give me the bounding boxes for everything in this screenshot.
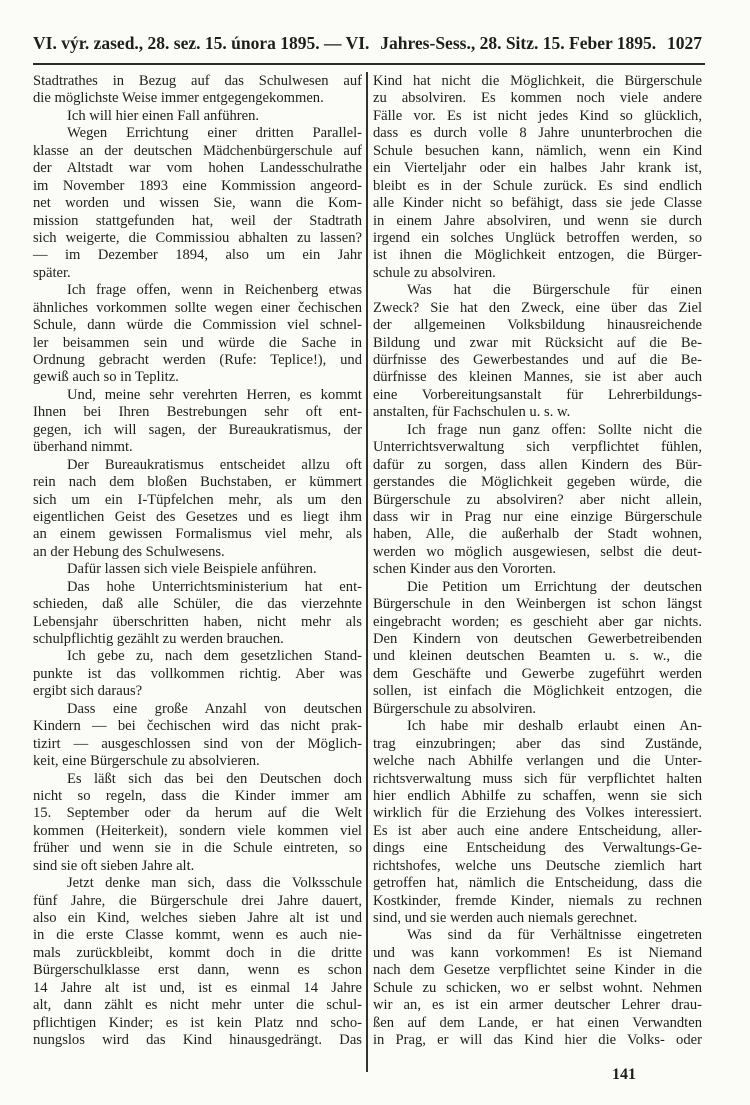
text-line: sind, und sie werden auch niemals gerechnet. [373, 910, 638, 926]
column-divider [366, 72, 368, 1072]
text-line: Lebensjahr überschritten haben, nicht mehr als [33, 613, 362, 630]
text-line: an einem gewissen Formalismus viel mehr, als [33, 526, 362, 543]
text-line: Das hohe Unterrichtsministerium hat ent- [67, 578, 362, 595]
paragraph [33, 579, 362, 649]
text-line: klasse an der deutschen Mädchenbürgerschule auf [33, 142, 362, 159]
text-line: sich um ein I-Tüpfelchen mehr, als um den [33, 491, 362, 508]
text-line: Ich will hier einen Fall anführen. [67, 107, 260, 124]
text-line: ßen auf dem Lande, er hat einen Verwandten [373, 1014, 702, 1031]
text-line: in Prag, er will das Kind hier die Volks- oder [373, 1032, 702, 1049]
paragraph [373, 718, 702, 927]
text-line: Ihnen bei Ihren Bestrebungen sehr oft ent- [33, 404, 362, 421]
text-line: gegen, ich will sagen, der Bureaukratismus, der [33, 421, 362, 438]
text-line: Unterrichtsverwaltung sich verpflichtet fühlen, [373, 439, 702, 456]
paragraph [33, 73, 362, 108]
text-line: früher und wenn sie in die Schule eintreten, so [33, 840, 362, 857]
text-line: fünf Jahre, die Bürgerschule drei Jahre dauert, [33, 892, 362, 909]
text-line: eigentlichen Geist des Gesetzes und es liegt ihm [33, 508, 362, 525]
text-line: Was sind da für Verhältnisse eingetreten [407, 927, 702, 944]
text-line: sollen, ist einfach die Möglichkeit entzogen, die [373, 683, 702, 700]
text-line: mals zurückbleibt, kommt doch in die dritte [33, 944, 362, 961]
paragraph [33, 648, 362, 700]
text-line: dafür zu sorgen, dass allen Kindern des Bür- [373, 456, 702, 473]
paragraph [33, 125, 362, 282]
text-line: die möglichste Weise immer entgegengekommen. [33, 90, 324, 107]
text-line: Kostkinder, fremde Kinder, niemals zu rechnen [373, 892, 702, 909]
text-line: pflichtigen Kinder; es ist kein Platz nnd scho- [33, 1014, 362, 1031]
text-line: Bürgerschule zu absolviren? aber nicht allein, [373, 491, 702, 508]
text-line: net worden und wissen Sie, wann die Kom- [33, 195, 362, 212]
text-line: Fälle vor. Es ist nicht jedes Kind so glücklich, [373, 107, 702, 124]
text-line: Schule zu schicken, wo er selbst wohnt. Nehmen [373, 979, 702, 996]
text-line: Was hat die Bürgerschule für einen [407, 282, 702, 299]
paragraph [33, 282, 362, 387]
text-line: irgend ein solches Unglück betroffen werden, so [373, 229, 702, 246]
text-line: Es läßt sich das bei den Deutschen doch [67, 770, 362, 787]
text-line: eine Vorbereitungsanstalt für Lehrerbildungs- [373, 386, 702, 403]
text-line: Ich frage offen, wenn in Reichenberg etwas [67, 282, 362, 299]
text-line: dass es durch volle 8 Jahre ununterbrochen die [373, 125, 702, 142]
text-line: Ordnung gebracht werden (Rufe: Teplice!), und [33, 352, 362, 368]
text-line: schen Kinder aus den Vororten. [373, 561, 557, 578]
text-line: Zweck? Sie hat den Zweck, eine über das Ziel [373, 299, 702, 316]
text-line: Ich gebe zu, nach dem gesetzlichen Stand- [67, 648, 362, 665]
text-line: Stadtrathes in Bezug auf das Schulwesen auf [33, 73, 362, 89]
paragraph [33, 561, 362, 578]
text-line: mission stattgefunden hat, weil der Stadtrath [33, 212, 362, 229]
text-line: an der Hebung des Schulwesens. [33, 543, 225, 560]
text-line: nach dem Gesetze verpflichtet seine Kinder in die [373, 962, 702, 979]
text-line: anstalten, für Fachschulen u. s. w. [373, 404, 571, 421]
text-line: — im Dezember 1894, also um ein Jahr [33, 247, 362, 264]
text-line: getroffen hat, nämlich die Entscheidung, dass die [373, 875, 702, 892]
text-line: nungslos wird das Kind hinausgedrängt. Das [33, 1032, 362, 1049]
text-line: bleibt es in der Schule zurück. Es sind endlich [373, 177, 702, 194]
text-line: keit, eine Bürgerschule zu absolvieren. [33, 753, 260, 770]
text-line: also ein Kind, welches sieben Jahre alt ist und [33, 910, 362, 926]
left-column [33, 73, 362, 1050]
text-line: später. [33, 264, 71, 281]
paragraph [373, 579, 702, 719]
text-line: wirklich für die Erziehung des Volkes interessiert. [373, 805, 702, 822]
text-line: sind sie oft sieben Jahre alt. [33, 857, 195, 874]
text-line: der Altstadt war vom hohen Landesschulrathe [33, 160, 362, 177]
paragraph [33, 457, 362, 562]
text-line: Es ist aber auch eine andere Entscheidung, aller- [373, 822, 702, 839]
paragraph [373, 422, 702, 579]
page-number: 1027 [667, 33, 702, 53]
text-line: dem Geschäfte und Gewerbe zugeführt werden [373, 665, 702, 682]
paragraph [33, 771, 362, 876]
text-line: in einem Jahre absolviren, und wenn sie durch [373, 212, 702, 229]
text-line: in die erste Classe kommt, wenn es auch nie- [33, 927, 362, 944]
text-line: alt, dann zählt es nicht mehr unter die schul- [33, 997, 362, 1014]
text-line: Bürgerschule zu absolviren. [373, 700, 537, 717]
text-line: schulpflichtig gezählt zu werden brauchen. [33, 631, 284, 647]
text-line: dings eine Entscheidung des Verwaltungs-Ge- [373, 840, 702, 857]
text-line: dürfnisse des kleinen Mannes, sie ist aber auch [373, 369, 702, 386]
paragraph [373, 73, 702, 282]
text-line: im November 1893 eine Kommission angeord- [33, 177, 362, 194]
text-line: Der Bureaukratismus entscheidet allzu oft [67, 456, 362, 473]
text-line: Bürgerschule in den Weinbergen ist schon längst [373, 596, 702, 613]
header-rule [33, 63, 705, 65]
text-line: ist ihnen die Möglichkeit entzogen, die Bürger- [373, 247, 702, 264]
text-line: eingebracht worden; es geschieht aber gar nichts. [373, 613, 702, 630]
text-line: Dafür lassen sich viele Beispiele anführen. [67, 561, 317, 578]
text-line: Kind hat nicht die Möglichkeit, die Bürgerschule [373, 73, 702, 89]
header-german: Jahres-Sess., 28. Sitz. 15. Feber 1895. [380, 33, 657, 53]
text-line: ergibt sich daraus? [33, 683, 143, 700]
paragraph [373, 282, 702, 422]
text-line: gewiß auch so in Teplitz. [33, 369, 179, 386]
paragraph [33, 875, 362, 1049]
text-line: 15. September oder da herum auf die Welt [33, 805, 362, 822]
text-line: Bürgerschulklasse erst dann, wenn es schon [33, 962, 362, 979]
text-line: richtsverwaltung muss sich für verpflichtet halten [373, 770, 702, 787]
text-line: Dass eine große Anzahl von deutschen [67, 700, 362, 717]
text-line: trag einzubringen; aber das sind Zustände, [373, 735, 702, 752]
text-line: hier endlich Abhilfe zu schaffen, wenn sie sich [373, 787, 702, 804]
text-line: punkte ist das vollkommen richtig. Aber was [33, 665, 362, 682]
text-line: wir an, es ist ein armer deutscher Lehrer drau- [373, 997, 702, 1014]
text-line: Schule besuchen kann, nämlich, wenn ein Kind [373, 142, 702, 159]
paragraph [33, 387, 362, 457]
text-line: und kleinen deutschen Beamten u. s. w., die [373, 648, 702, 665]
text-line: Jetzt denke man sich, dass die Volksschule [67, 875, 362, 892]
text-line: Ich frage nun ganz offen: Sollte nicht die [407, 421, 702, 438]
text-line: kommen (Heiterkeit), sondern viele kommen viel [33, 822, 362, 839]
text-line: ein Vierteljahr oder ein halbes Jahr krank ist, [373, 160, 702, 177]
text-line: Wegen Errichtung einer dritten Parallel- [67, 125, 362, 142]
paragraph [373, 927, 702, 1049]
text-line: haben, Alle, die außerhalb der Stadt wohnen, [373, 526, 702, 543]
running-header [33, 33, 702, 55]
paragraph [33, 701, 362, 771]
text-line: Ich habe mir deshalb erlaubt einen An- [407, 718, 702, 735]
text-line: rein nach dem bloßen Buchstaben, er kümmert [33, 474, 362, 491]
text-line: schieden, daß alle Schüler, die das vierzehnte [33, 596, 362, 613]
text-line: ler beisammen sein und würde die Sache in [33, 334, 362, 351]
text-line: Und, meine sehr verehrten Herren, es kommt [67, 386, 362, 403]
text-line: dürfnisse des Gewerbestandes und auf die Be- [373, 352, 702, 368]
text-line: alle Kinder nicht so befähigt, dass sie jede Classe [373, 195, 702, 212]
text-line: nicht so regeln, dass die Kinder immer am [33, 787, 362, 804]
text-line: Bildung und zwar mit Rücksicht auf die Be- [373, 334, 702, 351]
text-line: sich weigerte, die Commissiou abhalten zu lassen? [33, 229, 362, 246]
text-line: und was kann vorkommen! Es ist Niemand [373, 944, 702, 961]
text-line: ähnliches vorkommen sollte wegen einer čechischen [33, 299, 362, 316]
text-line: werden wo möglich ausgewiesen, selbst die deut- [373, 543, 702, 560]
sheet-number: 141 [612, 1066, 636, 1083]
header-czech: VI. výr. zased., 28. sez. 15. února 1895. — VI. [33, 33, 370, 53]
text-line: zu absolviren. Es kommen noch viele andere [373, 90, 702, 107]
text-line: überhand nimmt. [33, 439, 133, 456]
text-line: welche nach Abhilfe verlangen und die Unter- [373, 753, 702, 770]
text-line: der allgemeinen Volksbildung hinausreichende [373, 317, 702, 334]
text-line: dass wir in Prag nur eine einzige Bürgerschule [373, 508, 702, 525]
text-line: 14 Jahre alt ist und, ist es einmal 14 Jahre [33, 979, 362, 996]
text-line: gerstandes die Möglichkeit gegeben würde, die [373, 474, 702, 491]
text-line: richtshofes, welche uns Deutsche ziemlich hart [373, 857, 702, 874]
text-line: schule zu absolviren. [373, 264, 496, 281]
text-line: Den Kindern von deutschen Gewerbetreibenden [373, 631, 702, 647]
right-column [373, 73, 702, 1050]
text-line: Schule, dann würde die Commission viel schnel- [33, 317, 362, 334]
text-line: Die Petition um Errichtung der deutschen [407, 578, 702, 595]
text-line: tizirt — ausgeschlossen sind von der Möglich- [33, 735, 362, 752]
paragraph [33, 108, 362, 125]
text-line: Kindern — bei čechischen wird das nicht prak- [33, 718, 362, 735]
